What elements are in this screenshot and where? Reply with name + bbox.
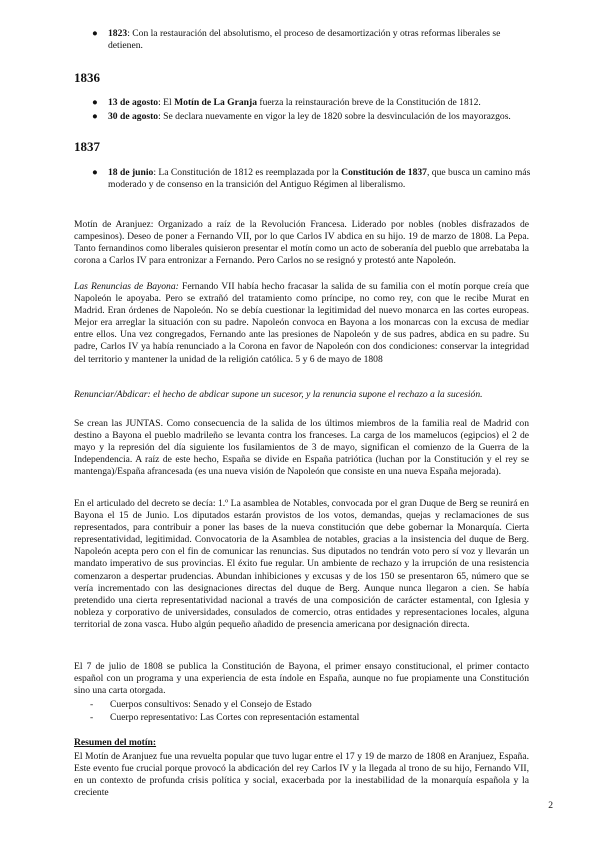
paragraph-renuncias-bayona xyxy=(74,281,529,366)
bullet-text: fuerza la reinstauración breve de la Constitución de 1812. xyxy=(257,97,481,108)
paragraph-motin-aranjuez: Motín de Aranjuez: Organizado a raíz de la Revolución Francesa. Liderado por nobles (nobles disfrazados de campesinos). Deseo de poner a Fernando VII, por lo que Carlos IV abdica en su hijo. 19 de marzo de 1808. La Pepa. Tanto fernandinos como liberales quisieron presentar el motín como un acto de soberanía del pueblo que arrebataba la corona a Carlos IV para entronizar a Fernando. Pero Carlos no se resignó y protestó ante Napoleón. xyxy=(74,219,529,267)
list-dash: - xyxy=(90,712,94,723)
heading-1836: 1836 xyxy=(74,70,100,85)
paragraph-renunciar-abdicar: Renunciar/Abdicar: el hecho de abdicar supone un sucesor, y la renuncia supone el rechazo a la sucesión. xyxy=(74,389,483,400)
list-dash: - xyxy=(90,699,94,710)
list-item xyxy=(90,699,312,711)
bullet-bold-term: Motín de La Granja xyxy=(174,97,257,108)
bullet-dot: ● xyxy=(92,111,98,122)
paragraph-decreto: En el articulado del decreto se decía: 1.º La asamblea de Notables, convocada por el gran Duque de Berg se reunirá en Bayona el 15 de Junio. Los diputados estarán provistos de los votos, demandas, quejas y reclamaciones de sus representados, para contribuir a poner las bases de la nueva constitución que debe gobernar la Monarquía. Cierta representatividad, legitimidad. Convocatoria de la Asamblea de notables, gracias a la insistencia del duque de Berg. Napoleón acepta pero con el fin de comunicar las renuncias. Sus diputados no tendrán voto pero sí voz y llevarán un mandato imperativo de sus provincias. El éxito fue regular. Un ambiente de rechazo y la irrupción de una resistencia comenzaron a despertar prudencias. Abundan inhibiciones y excusas y de los 150 se presentaron 65, número que se vería incrementado con las designaciones directas del duque de Berg. Aunque nunca llegaron a cien. Se había pretendido una cierta representatividad nacional a través de una composición de carácter estamental, con Iglesia y nobleza y corporativo de universidades, consulados de comercio, otras entidades y representaciones locales, alguna territorial de zona vasca. Hubo algún pequeño añadido de presencia americana por designación directa. xyxy=(74,498,529,630)
resumen-heading xyxy=(74,737,529,749)
bullet-text: : La Constitución de 1812 es reemplazada por la xyxy=(153,167,342,178)
page-number: 2 xyxy=(548,800,553,811)
bullet-text: : Con la restauración del absolutismo, el proceso de desamortización y otras reformas liberales se detienen. xyxy=(108,28,501,51)
bullet-date: 18 de junio xyxy=(108,167,154,178)
list-item xyxy=(90,712,359,724)
paragraph-resumen: El Motín de Aranjuez fue una revuelta popular que tuvo lugar entre el 17 y 19 de marzo de 1808 en Aranjuez, España. Este evento fue crucial porque provocó la abdicación del rey Carlos IV y la llegada al trono de su hijo, Fernando VII, en un contexto de profunda crisis política y social, exacerbada por la inestabilidad de la monarquía española y la creciente xyxy=(74,751,529,799)
bullet-dot: ● xyxy=(92,28,98,39)
bullet-dot: ● xyxy=(92,97,98,108)
paragraph-juntas: Se crean las JUNTAS. Como consecuencia de la salida de los últimos miembros de la familia real de Madrid con destino a Bayona el pueblo madrileño se levanta contra los franceses. La carga de los mamelucos (egipcios) el 2 de mayo y la represión del día siguiente los fusilamientos de 3 de mayo, significan el comienzo de la Guerra de la Independencia. A raíz de este hecho, España se divide en España patriótica (luchan por la Constitución y el rey se mantenga)/España afrancesada (es una nueva visión de Napoleón que consiste en una nueva España mejorada). xyxy=(74,418,529,478)
list-item-text: Cuerpo representativo: Las Cortes con representación estamental xyxy=(110,712,360,723)
bullet-date: 30 de agosto xyxy=(108,111,159,122)
list-item-text: Cuerpos consultivos: Senado y el Consejo de Estado xyxy=(110,699,312,710)
bullet-text: : Se declara nuevamente en vigor la ley de 1820 sobre la desvinculación de los mayorazgos. xyxy=(158,111,511,122)
bullet-text: : El xyxy=(158,97,175,108)
bullet-date: 13 de agosto xyxy=(108,97,159,108)
bullet-date: 1823 xyxy=(108,28,128,39)
bullet-dot: ● xyxy=(92,167,98,178)
paragraph-constitucion-bayona: El 7 de julio de 1808 se publica la Constitución de Bayona, el primer ensayo constitucional, el primer contacto español con un programa y una experiencia de esta índole en España, aunque no fue propiamente una Constitución sino una carta otorgada. xyxy=(74,661,529,697)
bullet-bold-term: Constitución de 1837 xyxy=(341,167,427,178)
resumen-title: Resumen del motín: xyxy=(74,737,157,748)
bullet-text: , que busca un camino más moderado y de consenso en la transición del Antiguo Régimen al liberalismo. xyxy=(108,167,531,190)
paragraph-title: Las Renuncias de Bayona: xyxy=(74,281,179,292)
heading-1837: 1837 xyxy=(74,139,100,154)
paragraph-text: Fernando VII había hecho fracasar la salida de su familia con el motín porque creía que Napoleón le apoyaba. Pero se extrañó del tratamiento como príncipe, no como rey, con que le recibe Murat en Madrid. Eran órdenes de Napoleón. No se debía cuestionar la legitimidad del nuevo monarca en las cortes europeas. Mejor era arreglar la situación con su padre. Napoleón convoca en Bayona a los monarcas con la excusa de mediar entre ellos. Una vez congregados, Fernando ante las presiones de Napoleón y de sus padres, abdica en su padre. Su padre, Carlos IV ya había renunciado a la Corona en favor de Napoleón con dos condiciones: conservar la integridad del territorio y mantener la unidad de la religión católica. 5 y 6 de mayo de 1808 xyxy=(74,281,529,365)
